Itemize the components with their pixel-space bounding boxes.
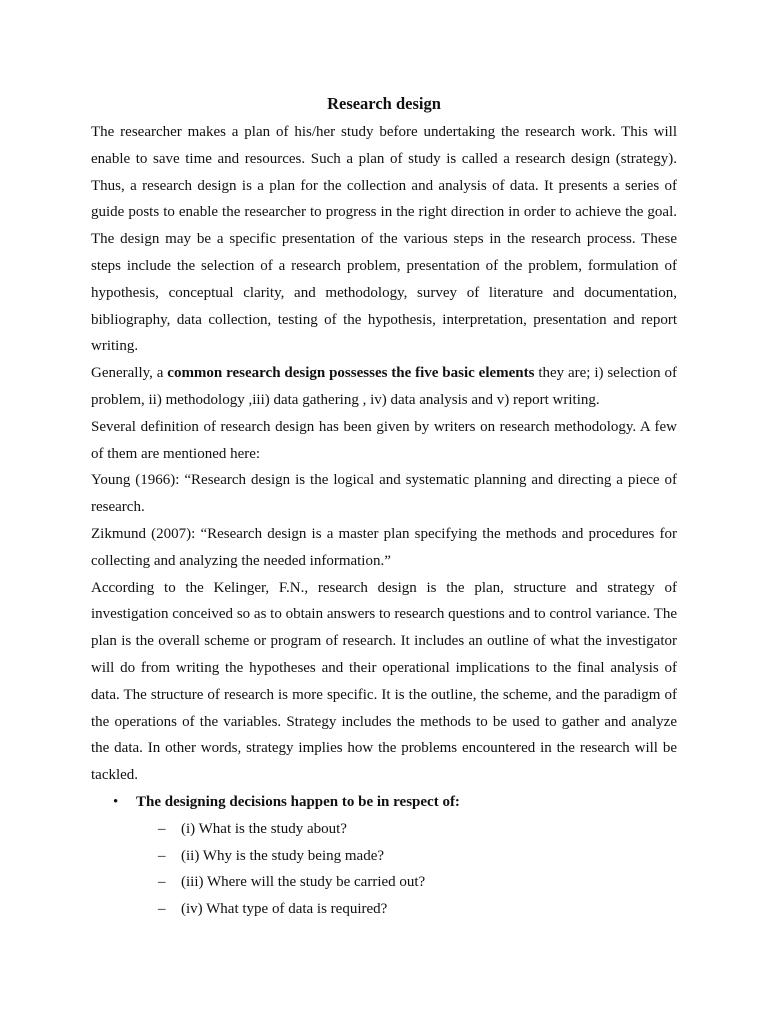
- bullet-label: The designing decisions happen to be in respect of:: [136, 793, 460, 810]
- dash-marker: –: [158, 847, 166, 864]
- sub-item-label: (iv) What type of data is required?: [181, 901, 388, 918]
- document-page: [91, 90, 677, 923]
- dash-marker: –: [158, 820, 166, 837]
- elements-bold-phrase: common research design possesses the five basic elements: [167, 365, 535, 382]
- list-item: [91, 843, 677, 870]
- definitions-intro-paragraph: Several definition of research design has been given by writers on research methodology. A few of them are mentioned here:: [91, 418, 677, 462]
- elements-paragraph: [91, 360, 677, 414]
- intro-paragraph: The researcher makes a plan of his/her study before undertaking the research work. This will enable to save time and resources. Such a plan of study is called a research design (strategy). Thus, a research design is a plan for the collection and analysis of data. It presents a series of guide posts to enable the researcher to progress in the right direction in order to achieve the goal. The design may be a specific presentation of the various steps in the research process. These steps include the selection of a research problem, presentation of the problem, formulation of hypothesis, conceptual clarity, and methodology, survey of literature and documentation, bibliography, data collection, testing of the hypothesis, interpretation, presentation and report writing.: [91, 124, 677, 355]
- list-item: [91, 869, 677, 896]
- sub-list: [91, 816, 677, 923]
- elements-suffix: they are; i) selection of problem, ii) methodology ,iii) data gathering , iv) data analysis and v) report writing.: [91, 365, 677, 408]
- dash-marker: –: [158, 874, 166, 891]
- document-title: Research design: [327, 94, 441, 113]
- elements-prefix: Generally, a: [91, 365, 168, 382]
- sub-item-label: (i) What is the study about?: [181, 820, 347, 837]
- young-definition-paragraph: Young (1966): “Research design is the logical and systematic planning and directing a piece of research.: [91, 472, 677, 516]
- list-item: [91, 896, 677, 923]
- bullet-marker: •: [113, 793, 119, 810]
- kelinger-definition-paragraph: According to the Kelinger, F.N., research design is the plan, structure and strategy of investigation conceived so as to obtain answers to research questions and to control variance. The plan is the overall scheme or program of research. It includes an outline of what the investigator will do from writing the hypotheses and their operational implications to the final analysis of data. The structure of research is more specific. It is the outline, the scheme, and the paradigm of the operations of the variables. Strategy includes the methods to be used to gather and analyze the data. In other words, strategy implies how the problems encountered in the research will be tackled.: [91, 579, 677, 784]
- zikmund-definition-paragraph: Zikmund (2007): “Research design is a master plan specifying the methods and procedures for collecting and analyzing the needed information.”: [91, 525, 677, 569]
- bullet-list: [91, 789, 677, 816]
- dash-marker: –: [158, 901, 166, 918]
- list-item: [91, 789, 677, 816]
- sub-item-label: (iii) Where will the study be carried out?: [181, 874, 426, 891]
- sub-item-label: (ii) Why is the study being made?: [181, 847, 385, 864]
- list-item: [91, 816, 677, 843]
